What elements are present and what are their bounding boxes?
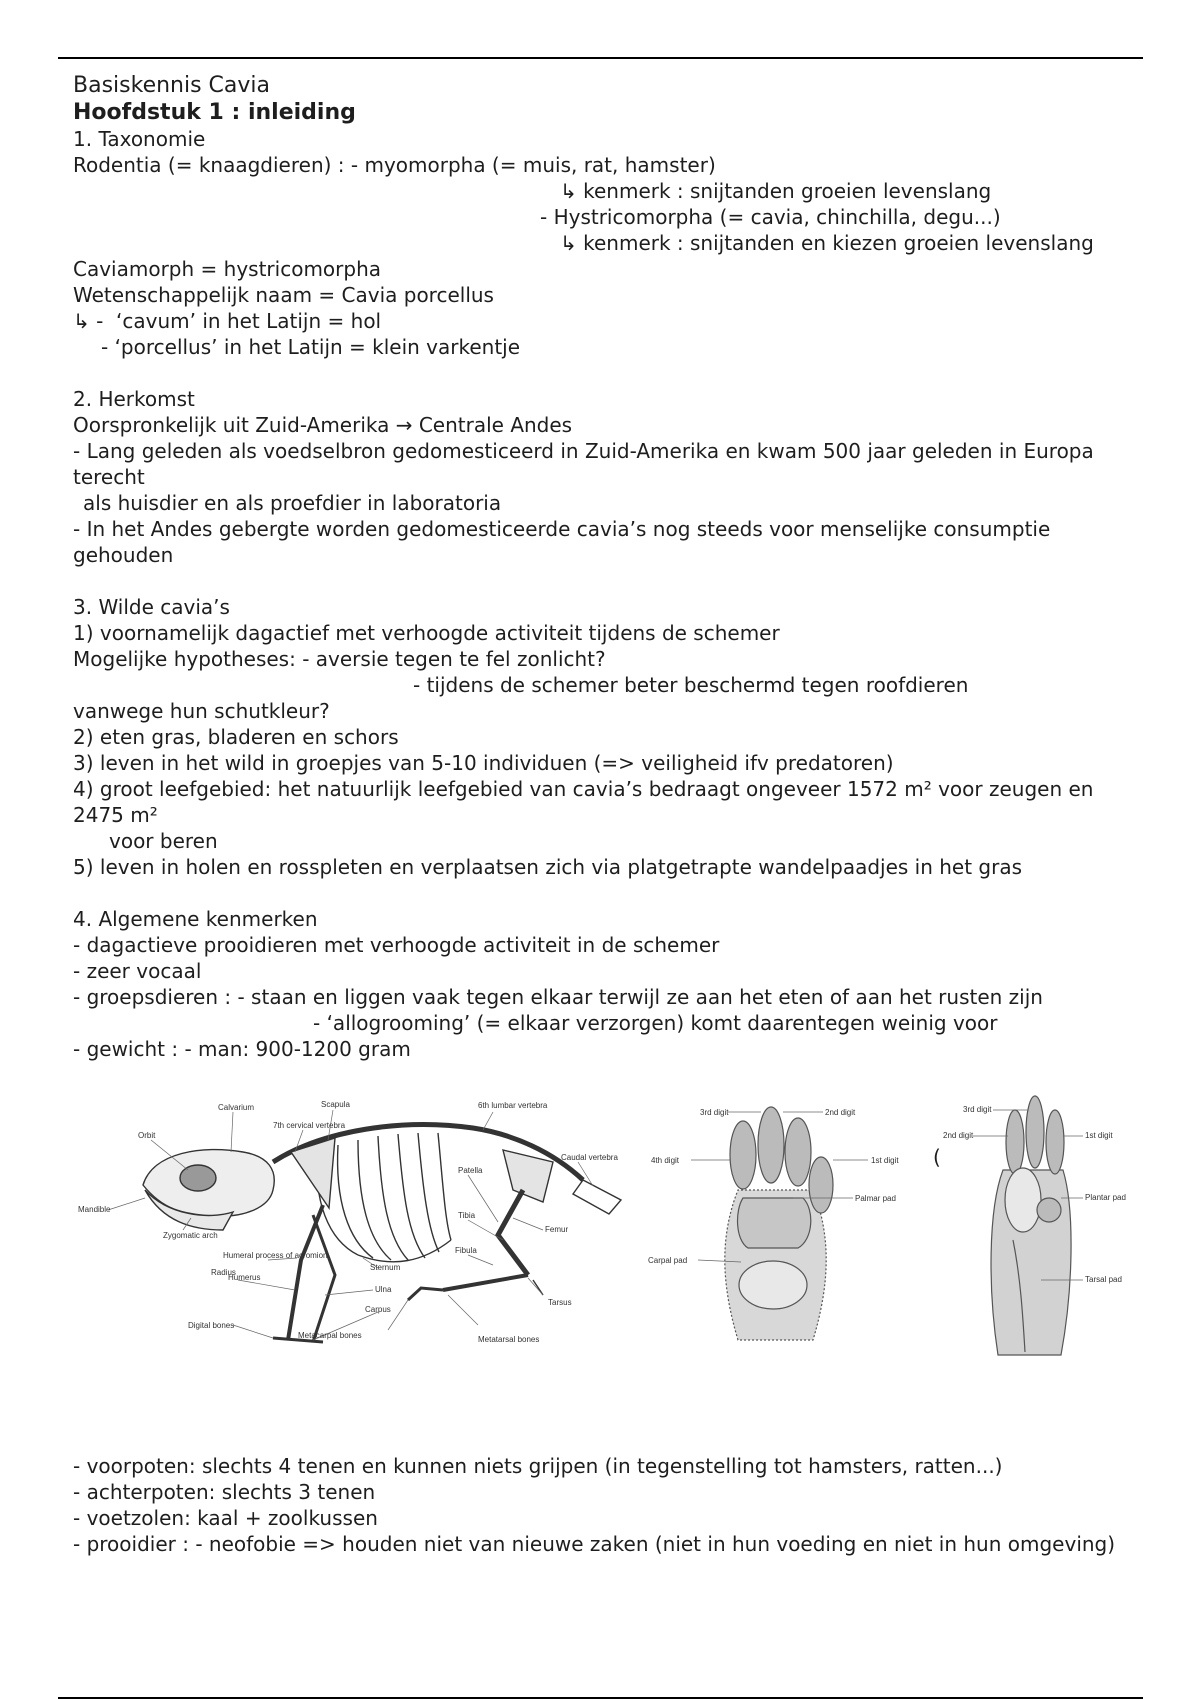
- blank-line: [73, 360, 1133, 386]
- forepaw-label: 1st digit: [871, 1156, 899, 1165]
- parenthesis: (: [933, 1145, 941, 1169]
- text-line: - dagactieve prooidieren met verhoogde activiteit in de schemer: [73, 933, 720, 957]
- skeleton-label: Zygomatic arch: [163, 1231, 218, 1240]
- text-line: 3) leven in het wild in groepjes van 5-10 individuen (=> veiligheid ifv predatoren): [73, 751, 894, 775]
- forepaw-label: Palmar pad: [855, 1194, 896, 1203]
- text-line: - Hystricomorpha (= cavia, chinchilla, degu...): [540, 205, 1001, 229]
- skeleton-label: Tibia: [458, 1211, 476, 1220]
- forepaw-label: Carpal pad: [648, 1256, 688, 1265]
- text-line: ↳ kenmerk : snijtanden groeien levenslang: [560, 179, 992, 203]
- skeleton-label: Calvarium: [218, 1103, 255, 1112]
- text-line: Oorspronkelijk uit Zuid-Amerika → Centrale Andes: [73, 413, 573, 437]
- hindpaw-label: Plantar pad: [1085, 1193, 1126, 1202]
- text-line: - achterpoten: slechts 3 tenen: [73, 1480, 376, 1504]
- forepaw-label: 3rd digit: [700, 1108, 729, 1117]
- text-line: - tijdens de schemer beter beschermd tegen roofdieren: [413, 673, 969, 697]
- skeleton-label: Ulna: [375, 1285, 392, 1294]
- anatomy-figures: [73, 1090, 1126, 1360]
- text-line: ↳ - ‘cavum’ in het Latijn = hol: [73, 309, 382, 333]
- skeleton-label: Femur: [545, 1225, 569, 1234]
- text-line: ↳ kenmerk : snijtanden en kiezen groeien levenslang: [560, 231, 1094, 255]
- text-line: - prooidier : - neofobie => houden niet van nieuwe zaken (niet in hun voeding en niet in hun omgeving): [73, 1532, 1116, 1556]
- text-line: als huisdier en als proefdier in laboratoria: [83, 491, 502, 515]
- text-line: 1) voornamelijk dagactief met verhoogde activiteit tijdens de schemer: [73, 621, 780, 645]
- hindpaw-figure: [943, 1090, 1126, 1360]
- skeleton-label: Tarsus: [548, 1298, 572, 1307]
- skeleton-label: Caudal vertebra: [561, 1153, 618, 1162]
- text-line: Mogelijke hypotheses: - aversie tegen te fel zonlicht?: [73, 647, 606, 671]
- skeleton-label: Patella: [458, 1166, 483, 1175]
- blank-line: [73, 880, 1133, 906]
- skeleton-label: Humeral process of acromion: [223, 1251, 328, 1260]
- skeleton-label: 6th lumbar vertebra: [478, 1101, 548, 1110]
- text-line: vanwege hun schutkleur?: [73, 699, 330, 723]
- text-line: 5) leven in holen en rosspleten en verplaatsen zich via platgetrapte wandelpaadjes in het gras: [73, 855, 1023, 879]
- text-line: Rodentia (= knaagdieren) : - myomorpha (= muis, rat, hamster): [73, 153, 716, 177]
- text-line: Wetenschappelijk naam = Cavia porcellus: [73, 283, 494, 307]
- skeleton-label: Humerus: [228, 1273, 261, 1282]
- text-line: - zeer vocaal: [73, 959, 202, 983]
- skeleton-figure: [73, 1090, 633, 1355]
- skeleton-label: Sternum: [370, 1263, 401, 1272]
- text-line: - voetzolen: kaal + zoolkussen: [73, 1506, 378, 1530]
- forepaw-label: 4th digit: [651, 1156, 680, 1165]
- hindpaw-label: 1st digit: [1085, 1131, 1113, 1140]
- skeleton-label: Carpus: [365, 1305, 391, 1314]
- text-line: - Lang geleden als voedselbron gedomesticeerd in Zuid-Amerika en kwam 500 jaar geleden in Europa terecht: [73, 439, 1094, 489]
- hindpaw-label: 3rd digit: [963, 1105, 992, 1114]
- text-line: Caviamorph = hystricomorpha: [73, 257, 382, 281]
- document-title: Basiskennis Cavia: [73, 73, 271, 98]
- section-heading-algemene-kenmerken: 4. Algemene kenmerken: [73, 907, 318, 931]
- bottom-rule: [58, 1697, 1143, 1699]
- forepaw-label: 2nd digit: [825, 1108, 856, 1117]
- skeleton-label: Metatarsal bones: [478, 1335, 540, 1344]
- section-heading-herkomst: 2. Herkomst: [73, 387, 195, 411]
- blank-line: [73, 568, 1133, 594]
- skeleton-label: Orbit: [138, 1131, 156, 1140]
- top-rule: [58, 57, 1143, 59]
- skeleton-label: Scapula: [321, 1100, 350, 1109]
- skeleton-label: Fibula: [455, 1246, 477, 1255]
- skeleton-label: 7th cervical vertebra: [273, 1121, 346, 1130]
- section-heading-taxonomie: 1. Taxonomie: [73, 127, 206, 151]
- skeleton-label: Digital bones: [188, 1321, 235, 1330]
- text-line: 4) groot leefgebied: het natuurlijk leefgebied van cavia’s bedraagt ongeveer 1572 m² voor zeugen en 2475 m²: [73, 777, 1094, 827]
- text-line: - gewicht : - man: 900-1200 gram: [73, 1037, 411, 1061]
- skeleton-label: Radius: [211, 1268, 236, 1277]
- text-line: - ‘porcellus’ in het Latijn = klein varkentje: [101, 335, 521, 359]
- skeleton-label: Mandible: [78, 1205, 111, 1214]
- chapter-heading: Hoofdstuk 1 : inleiding: [73, 100, 356, 125]
- text-line: 2) eten gras, bladeren en schors: [73, 725, 399, 749]
- forepaw-figure: [643, 1090, 903, 1355]
- main-text: [73, 72, 1133, 1062]
- section-heading-wilde-cavias: 3. Wilde cavia’s: [73, 595, 230, 619]
- hindpaw-label: Tarsal pad: [1085, 1275, 1122, 1284]
- text-line: - voorpoten: slechts 4 tenen en kunnen niets grijpen (in tegenstelling tot hamsters, ratten...): [73, 1454, 1003, 1478]
- text-line: voor beren: [109, 829, 218, 853]
- text-line: - ‘allogrooming’ (= elkaar verzorgen) komt daarentegen weinig voor: [313, 1011, 998, 1035]
- lower-text: [73, 1453, 1133, 1557]
- skeleton-label: Metacarpal bones: [298, 1331, 362, 1340]
- text-line: - In het Andes gebergte worden gedomesticeerde cavia’s nog steeds voor menselijke consumptie gehouden: [73, 517, 1051, 567]
- text-line: - groepsdieren : - staan en liggen vaak tegen elkaar terwijl ze aan het eten of aan het rusten zijn: [73, 985, 1043, 1009]
- hindpaw-label: 2nd digit: [943, 1131, 974, 1140]
